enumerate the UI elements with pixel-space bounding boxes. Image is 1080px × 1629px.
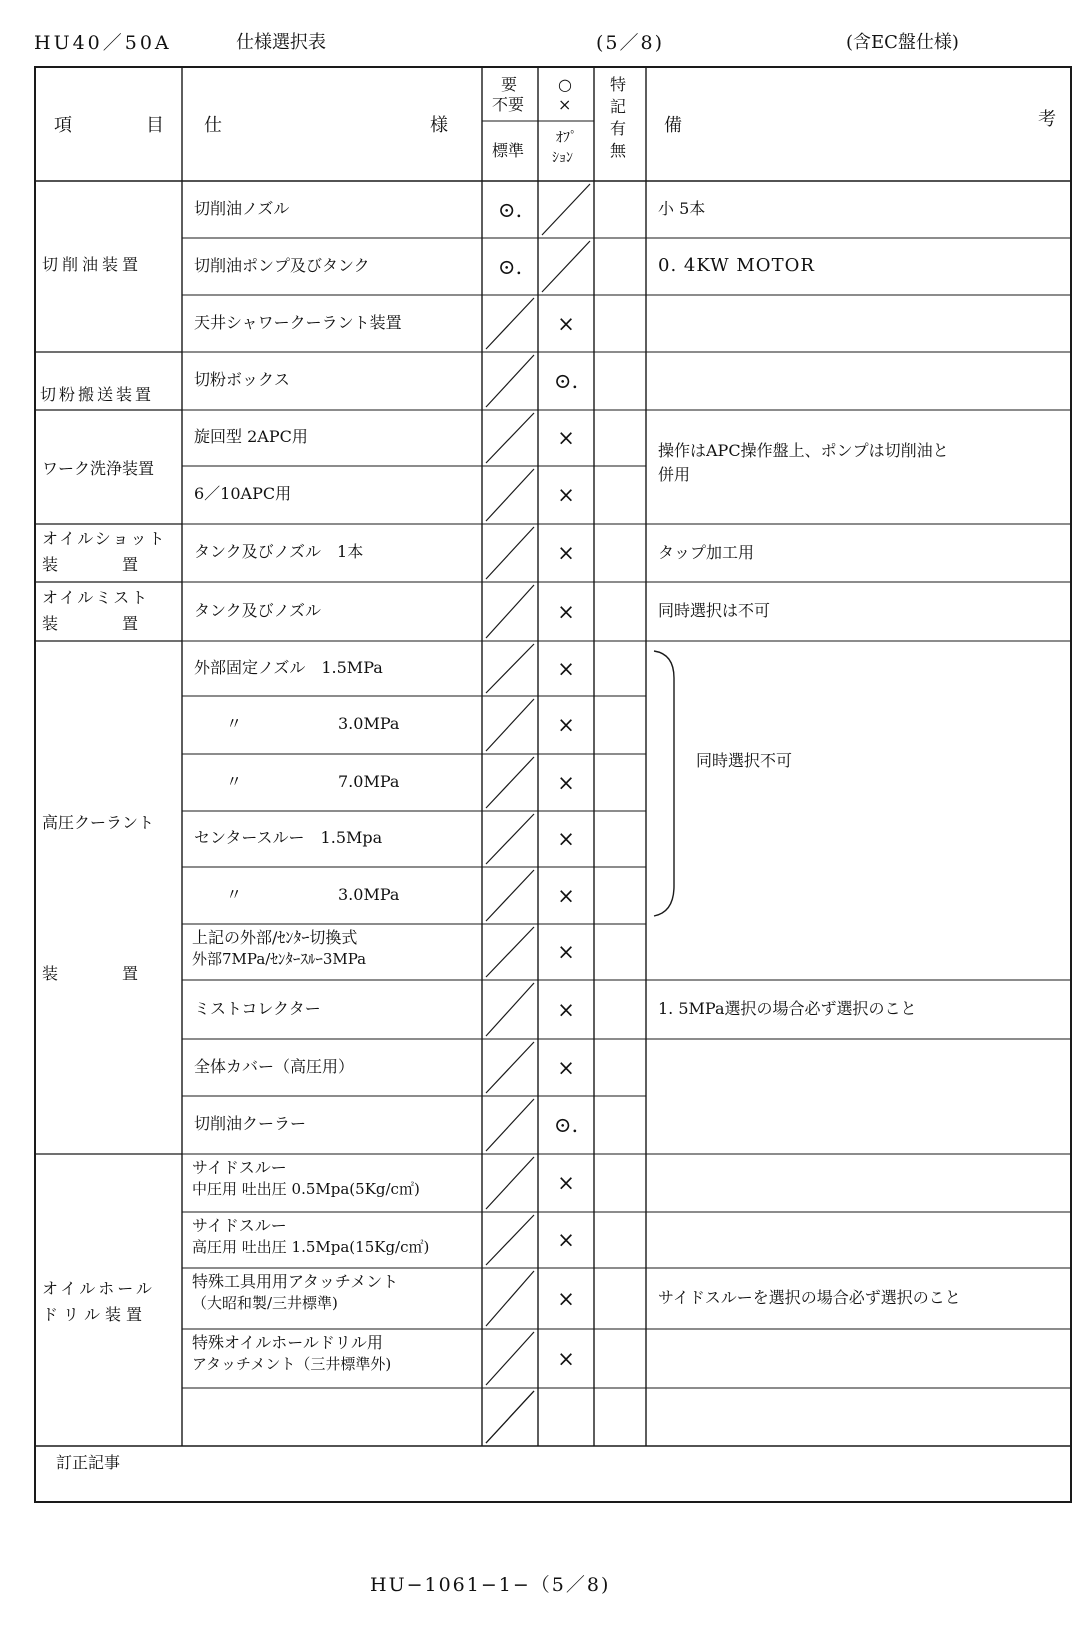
remark-row-1: 小 5本 — [658, 198, 706, 218]
header-option-4: ｼｮﾝ — [552, 150, 573, 166]
header-standard: 標準 — [492, 141, 525, 160]
header-option-1: ○ — [558, 75, 572, 94]
standard-mark-1: ⊙. — [497, 197, 523, 222]
spec-row-7: タンク及びノズル 1本 — [194, 542, 364, 561]
ditto-mark-11: 〃 — [226, 771, 243, 791]
spec-row-3: 天井シャワークーラント装置 — [194, 312, 402, 332]
header-remarks-1: 備 — [664, 115, 682, 136]
spec-row-18-line-1: サイドスルー — [192, 1158, 287, 1177]
option-mark-11: × — [557, 770, 575, 795]
spec-row-21-line-1: 特殊オイルホールドリル用 — [192, 1333, 383, 1352]
empty-std-slash — [486, 527, 534, 579]
spec-row-1: 切削油ノズル — [194, 198, 290, 218]
sheet-title: 仕様選択表 — [236, 32, 326, 53]
header-option-3: ｵﾌﾟ — [556, 130, 577, 146]
category-oil-mist-1: オイルミスト — [42, 588, 150, 607]
option-mark-16: × — [557, 1055, 575, 1080]
empty-option-slash — [542, 241, 590, 292]
header-item-1: 項 — [54, 115, 72, 136]
remark-row-20: サイドスルーを選択の場合必ず選択のこと — [658, 1287, 961, 1307]
header-special-4: 無 — [610, 141, 627, 160]
spec-row-21-line-2: アタッチメント（三井標準外) — [192, 1355, 392, 1373]
category-oil-shot-1: オイルショット — [42, 529, 167, 548]
spec-row-20-line-2: （大昭和製/三井標準) — [192, 1294, 338, 1312]
header-option-2: × — [558, 95, 572, 114]
option-mark-5: × — [557, 426, 575, 450]
ditto-mark-13: 〃 — [226, 884, 243, 904]
header-spec-2: 様 — [430, 115, 448, 136]
header-required-2: 不要 — [492, 95, 525, 114]
empty-std-slash — [486, 1157, 534, 1209]
remark-oil-mist: 同時選択は不可 — [658, 601, 771, 620]
table-grid — [34, 66, 1072, 1557]
empty-std-slash — [486, 1271, 534, 1326]
spec-row-14-line-2: 外部7MPa/ｾﾝﾀｰｽﾙｰ3MPa — [192, 950, 367, 968]
empty-std-slash — [486, 814, 534, 864]
spec-row-17: 切削油クーラー — [194, 1114, 307, 1133]
empty-std-slash — [486, 469, 534, 521]
category-oil-shot-2: 装 置 — [42, 555, 139, 574]
empty-std-slash — [486, 298, 534, 349]
spec-row-19-line-2: 高圧用 吐出圧 1.5Mpa(15Kg/c㎡) — [192, 1238, 430, 1256]
option-mark-18: × — [557, 1171, 575, 1195]
empty-std-slash — [486, 1099, 534, 1151]
empty-option-slash — [542, 184, 590, 235]
option-mark-14: × — [557, 940, 575, 964]
category-high-pressure-2: 装 置 — [42, 964, 139, 983]
empty-std-slash — [486, 927, 534, 977]
remark-washing-1: 操作はAPC操作盤上、ポンプは切削油と — [658, 441, 949, 460]
spec-row-19-line-1: サイドスルー — [192, 1216, 287, 1235]
spec-value-10: 3.0MPa — [338, 714, 400, 733]
spec-row-15: ミストコレクター — [194, 998, 321, 1018]
header-remarks-2: 考 — [1038, 109, 1056, 130]
standard-mark-2: ⊙. — [497, 254, 523, 279]
model-name: HU40／50A — [34, 32, 172, 54]
empty-std-slash — [486, 355, 534, 407]
option-mark-20: × — [557, 1286, 575, 1311]
header-required-1: 要 — [501, 75, 518, 94]
empty-std-slash — [486, 1332, 534, 1385]
category-oil-hole-1: オイルホール — [42, 1279, 155, 1298]
header-note: (含EC盤仕様) — [846, 32, 959, 53]
remark-oil-shot: タップ加工用 — [658, 543, 755, 562]
option-mark-8: × — [557, 599, 575, 624]
grouping-brace — [654, 651, 674, 916]
spec-row-8: タンク及びノズル — [194, 600, 322, 620]
document-code: HU−1061−1−（5／8) — [370, 1574, 611, 1596]
header-special-3: 有 — [610, 119, 627, 138]
option-mark-17: ⊙. — [553, 1113, 579, 1137]
option-mark-15: × — [557, 997, 575, 1022]
remark-row-15: 1. 5MPa選択の場合必ず選択のこと — [658, 998, 917, 1018]
option-mark-12: × — [557, 827, 575, 851]
spec-row-12: センタースルー 1.5Mpa — [194, 828, 383, 847]
spec-row-20-line-1: 特殊工具用用アタッチメント — [192, 1272, 399, 1291]
category-oil-mist-2: 装 置 — [42, 614, 139, 633]
empty-std-slash — [486, 870, 534, 921]
spec-row-2: 切削油ポンプ及びタンク — [194, 255, 370, 275]
header-special-2: 記 — [610, 97, 627, 116]
ditto-mark-10: 〃 — [226, 714, 243, 733]
spec-value-11: 7.0MPa — [338, 771, 400, 791]
empty-std-slash — [486, 1042, 534, 1093]
category-chip-conveyor: 切粉搬送装置 — [40, 385, 155, 404]
option-mark-4: ⊙. — [553, 369, 579, 393]
remark-high-pressure-group: 同時選択不可 — [696, 751, 793, 770]
spec-row-14-line-1: 上記の外部/ｾﾝﾀｰ切換式 — [192, 928, 358, 947]
option-mark-10: × — [557, 713, 575, 737]
header-item-2: 目 — [146, 115, 164, 136]
category-cutting-oil: 切削油装置 — [42, 255, 143, 274]
empty-std-slash — [486, 644, 534, 693]
remark-washing-2: 併用 — [658, 465, 691, 484]
empty-std-slash — [486, 1215, 534, 1265]
header-special-1: 特 — [610, 75, 627, 94]
remark-row-2: 0. 4KW MOTOR — [658, 254, 815, 276]
spec-row-9: 外部固定ノズル 1.5MPa — [194, 657, 383, 677]
option-mark-13: × — [557, 883, 575, 908]
empty-std-slash — [486, 1391, 534, 1443]
option-mark-21: × — [557, 1346, 575, 1371]
spec-row-6: 6／10APC用 — [194, 484, 292, 503]
category-oil-hole-2: ドリル装置 — [42, 1305, 148, 1324]
spec-value-13: 3.0MPa — [338, 884, 400, 904]
spec-row-18-line-2: 中圧用 吐出圧 0.5Mpa(5Kg/c㎡) — [192, 1180, 420, 1198]
option-mark-7: × — [557, 541, 575, 565]
empty-std-slash — [486, 757, 534, 808]
empty-std-slash — [486, 699, 534, 751]
correction-label: 訂正記事 — [56, 1453, 121, 1472]
empty-std-slash — [486, 413, 534, 463]
empty-std-slash — [486, 983, 534, 1036]
spec-row-5: 旋回型 2APC用 — [194, 427, 308, 446]
category-work-washing: ワーク洗浄装置 — [42, 459, 155, 478]
empty-std-slash — [486, 585, 534, 638]
option-mark-6: × — [557, 483, 575, 507]
spec-table — [34, 66, 1072, 1557]
option-mark-9: × — [557, 656, 575, 681]
option-mark-19: × — [557, 1228, 575, 1252]
spec-row-4: 切粉ボックス — [194, 370, 290, 389]
category-high-pressure-1: 高圧クーラント — [42, 813, 155, 832]
page-number: (5／8) — [596, 32, 665, 54]
option-mark-3: × — [557, 311, 575, 336]
header-spec-1: 仕 — [204, 115, 222, 136]
spec-row-16: 全体カバー（高圧用） — [194, 1056, 355, 1076]
